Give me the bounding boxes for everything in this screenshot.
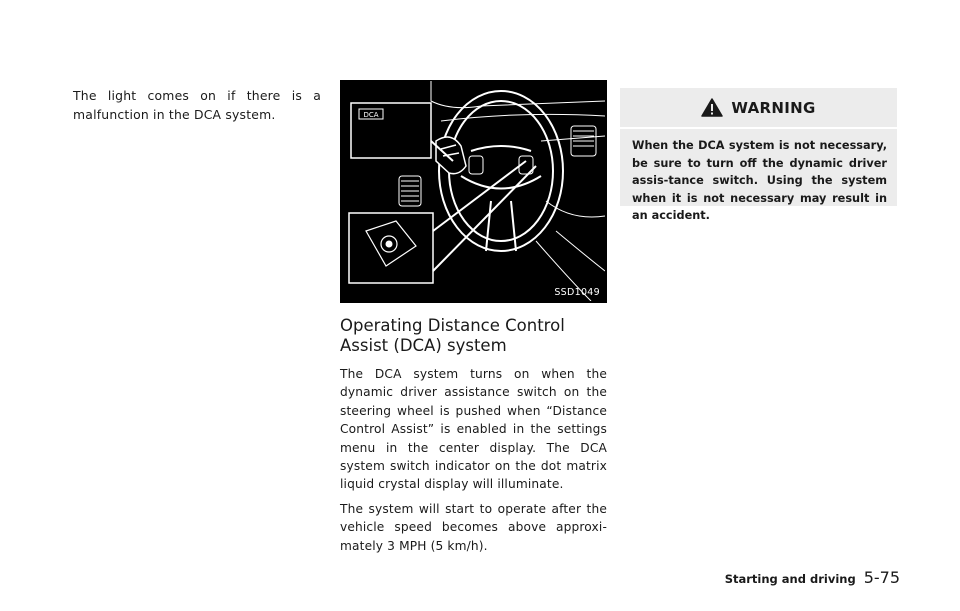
section-paragraph: The DCA system turns on when the dynamic driver assistance switch on the steering wheel is pushed when “Distance Control Assist” is enabled in the settings menu in the center display. The DCA system switch indicator on the dot matrix liquid crystal display will illuminate. (340, 367, 607, 492)
malfunction-paragraph: The light comes on if there is a malfunction in the DCA system. (73, 88, 321, 122)
section-heading: Operating Distance Control Assist (DCA) system (340, 316, 565, 355)
warning-text: When the DCA system is not necessary, be sure to turn off the dynamic driver assis-tance switch. Using the system when it is not necessary may result in an accident. (632, 139, 887, 222)
page-footer (725, 568, 900, 587)
dca-section (340, 316, 607, 561)
warning-triangle-icon (701, 98, 723, 117)
steering-wheel-illustration (341, 81, 605, 301)
steering-wheel-figure (340, 80, 607, 303)
dca-indicator-label: DCA (363, 111, 379, 119)
figure-caption: SSD1049 (554, 287, 600, 298)
footer-section-name: Starting and driving (724, 572, 856, 586)
left-column (73, 86, 321, 124)
warning-title: WARNING (731, 98, 816, 117)
warning-header (620, 88, 897, 129)
section-paragraph: The system will start to operate after the vehicle speed becomes above approxi-mately 3 MPH (5 km/h). (340, 501, 607, 553)
warning-box (620, 88, 897, 222)
page-number: 5-75 (863, 568, 900, 587)
